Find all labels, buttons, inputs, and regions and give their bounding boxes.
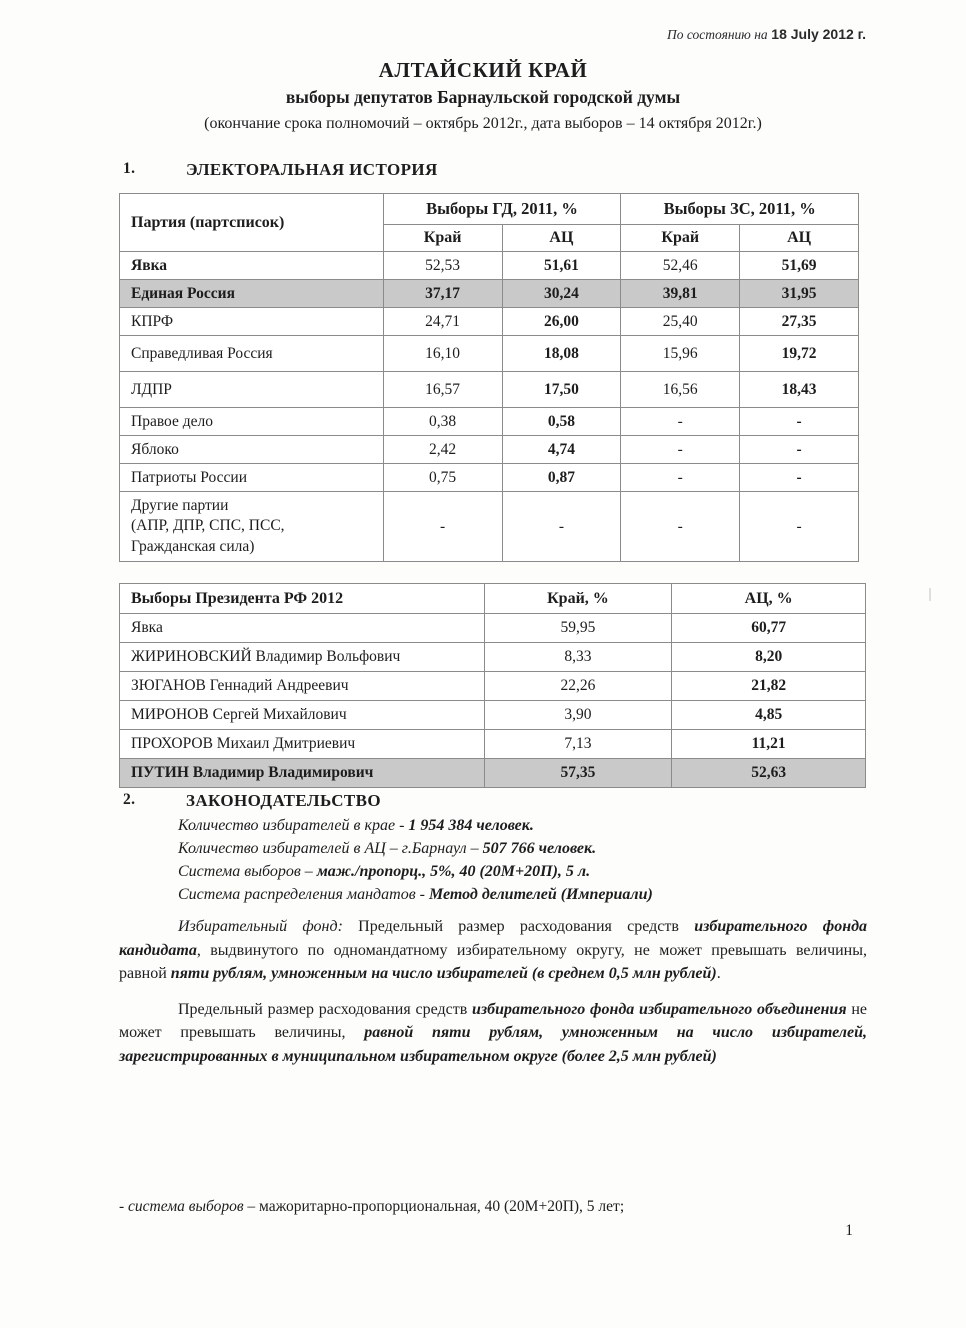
assoc-text-2: не может превышать величины,: [119, 1000, 867, 1042]
cell-ac: 4,85: [672, 701, 866, 730]
column-header-gd-krai: Край: [383, 225, 502, 252]
fund-emph-1: избирательного фонда кандидата: [119, 918, 868, 959]
cell-gd-ac: 4,74: [502, 436, 621, 464]
other-parties-line-1: Другие партии: [131, 497, 229, 514]
assoc-text-1: Предельный размер расходования средств: [178, 1000, 472, 1018]
cell-gd-ac: -: [502, 492, 621, 562]
cell-zs-ac: -: [740, 408, 859, 436]
cell-krai: 22,26: [484, 672, 672, 701]
cell-zs-ac: 18,43: [740, 372, 859, 408]
cell-gd-krai: 0,75: [383, 464, 502, 492]
page-subtitle: выборы депутатов Барнаульской городской думы: [285, 87, 681, 108]
electoral-history-table: [119, 193, 859, 562]
column-header-zs-krai: Край: [621, 225, 740, 252]
scan-artifact: [929, 588, 931, 601]
as-of-label: По состоянию на: [666, 27, 768, 42]
as-of-value: 18 July 2012 г.: [771, 26, 866, 42]
cell-zs-ac: 27,35: [740, 308, 859, 336]
row-label: Единая Россия: [120, 280, 384, 308]
page-title: АЛТАЙСКИЙ КРАЙ: [378, 58, 588, 82]
document-as-of-date: [667, 26, 866, 44]
cell-zs-krai: -: [621, 408, 740, 436]
row-label: ПРОХОРОВ Михаил Дмитриевич: [120, 730, 485, 759]
cell-gd-ac: 17,50: [502, 372, 621, 408]
cell-gd-ac: 18,08: [502, 336, 621, 372]
cell-zs-ac: -: [740, 492, 859, 562]
table-row: [120, 464, 859, 492]
cell-zs-ac: -: [740, 436, 859, 464]
cell-ac: 21,82: [672, 672, 866, 701]
cell-zs-krai: 52,46: [621, 252, 740, 280]
voters-ac-label: Количество избирателей в АЦ – г.Барнаул –: [178, 840, 483, 858]
mandate-method-line: [178, 883, 867, 906]
table-row-other-parties: [120, 492, 859, 562]
cell-ac: 52,63: [672, 759, 866, 788]
footnote-italic-part: - система выборов: [119, 1198, 244, 1215]
table-row: [120, 408, 859, 436]
cell-zs-krai: 15,96: [621, 336, 740, 372]
cell-gd-ac: 51,61: [502, 252, 621, 280]
cell-gd-ac: 26,00: [502, 308, 621, 336]
cell-zs-ac: -: [740, 464, 859, 492]
cell-zs-krai: -: [621, 464, 740, 492]
cell-zs-ac: 19,72: [740, 336, 859, 372]
association-fund-paragraph: [119, 998, 867, 1069]
cell-zs-ac: 31,95: [740, 280, 859, 308]
other-parties-line-2: (АПР, ДПР, СПС, ПСС,: [131, 517, 285, 535]
cell-zs-krai: 39,81: [621, 280, 740, 308]
voters-krai-label: Количество избирателей в крае -: [178, 817, 409, 834]
table-row: [120, 436, 859, 464]
assoc-emph-1: избирательного фонда избирательного объединения: [471, 1000, 847, 1018]
cell-gd-krai: 16,10: [383, 336, 502, 372]
row-label: ЛДПР: [120, 372, 384, 408]
page-number: 1: [845, 1222, 853, 1239]
section-label: ЗАКОНОДАТЕЛЬСТВО: [186, 791, 381, 810]
election-system-value: маж./пропорц., 5%, 40 (20М+20П), 5 л.: [316, 863, 591, 881]
fund-text-3: .: [716, 965, 721, 983]
candidate-fund-paragraph: [119, 915, 867, 986]
column-header-gd-ac: АЦ: [502, 225, 621, 252]
table-row: [120, 372, 859, 408]
document-title-block: [0, 57, 966, 134]
assoc-emph-2: равной пяти рублям, умноженным на число избирателей, зарегистрированных в муниципальном избирательном округе (более 2,5 млн рублей): [119, 1024, 867, 1065]
table-header-row: [120, 194, 859, 225]
column-header-zs-ac: АЦ: [740, 225, 859, 252]
mandate-method-label: Система распределения мандатов -: [178, 886, 429, 904]
table-row-highlighted: [120, 759, 866, 788]
table-row: [120, 336, 859, 372]
cell-gd-krai: 24,71: [383, 308, 502, 336]
row-label: ЖИРИНОВСКИЙ Владимир Вольфович: [120, 643, 485, 672]
legislation-body: [119, 814, 867, 1068]
fund-emph-2: пяти рублям, умноженным на число избирателей (в среднем 0,5 млн рублей): [170, 965, 717, 983]
cell-krai: 59,95: [484, 614, 672, 643]
election-system-line: [178, 860, 867, 883]
column-header-ac: АЦ, %: [672, 584, 866, 614]
table-header-row: [120, 584, 866, 614]
row-label: Патриоты России: [120, 464, 384, 492]
row-label: ЗЮГАНОВ Геннадий Андреевич: [120, 672, 485, 701]
row-label: Явка: [120, 252, 384, 280]
table-row: [120, 672, 866, 701]
row-label: КПРФ: [120, 308, 384, 336]
cell-ac: 11,21: [672, 730, 866, 759]
cell-zs-krai: -: [621, 492, 740, 562]
column-header-election: Выборы Президента РФ 2012: [120, 584, 485, 614]
other-parties-line-3: Гражданская сила): [131, 537, 255, 555]
fund-lead-label: Избирательный фонд:: [178, 918, 343, 936]
row-label: Яблоко: [120, 436, 384, 464]
column-group-zs: Выборы ЗС, 2011, %: [621, 194, 859, 225]
voters-krai-value: 1 954 384 человек.: [408, 817, 534, 834]
row-label: Правое дело: [120, 408, 384, 436]
election-system-label: Система выборов –: [178, 863, 317, 881]
voters-ac-value: 507 766 человек.: [482, 840, 597, 858]
cell-krai: 8,33: [484, 643, 672, 672]
section-number: 2.: [123, 791, 136, 808]
cell-zs-krai: 16,56: [621, 372, 740, 408]
footnote: [119, 1198, 624, 1216]
column-header-party: Партия (партсписок): [120, 194, 384, 252]
cell-gd-ac: 30,24: [502, 280, 621, 308]
page-title-note: (окончание срока полномочий – октябрь 2012г., дата выборов – 14 октября 2012г.): [204, 115, 762, 133]
cell-ac: 60,77: [672, 614, 866, 643]
cell-gd-ac: 0,87: [502, 464, 621, 492]
presidential-election-table: [119, 583, 866, 788]
fund-text-2: , выдвинутого по одномандатному избирательному округу, не может превышать величины, равной: [119, 941, 867, 983]
voters-krai-line: [178, 814, 867, 837]
row-label: ПУТИН Владимир Владимирович: [120, 759, 485, 788]
cell-gd-krai: 37,17: [383, 280, 502, 308]
cell-krai: 7,13: [484, 730, 672, 759]
cell-gd-krai: 16,57: [383, 372, 502, 408]
cell-zs-ac: 51,69: [740, 252, 859, 280]
mandate-method-value: Метод делителей (Империали): [428, 886, 653, 904]
cell-krai: 57,35: [484, 759, 672, 788]
table-row: [120, 643, 866, 672]
cell-gd-krai: -: [383, 492, 502, 562]
section-heading-electoral-history: [123, 160, 438, 180]
section-heading-legislation: [123, 791, 381, 811]
cell-gd-krai: 2,42: [383, 436, 502, 464]
row-label-other-parties: [120, 492, 384, 562]
row-label: Справедливая Россия: [120, 336, 384, 372]
table-row: [120, 252, 859, 280]
cell-gd-krai: 0,38: [383, 408, 502, 436]
voters-ac-line: [178, 837, 867, 860]
footnote-rest-part: – мажоритарно-пропорциональная, 40 (20М+20П), 5 лет;: [243, 1198, 625, 1215]
cell-gd-krai: 52,53: [383, 252, 502, 280]
cell-zs-krai: 25,40: [621, 308, 740, 336]
cell-zs-krai: -: [621, 436, 740, 464]
cell-krai: 3,90: [484, 701, 672, 730]
section-number: 1.: [123, 160, 136, 177]
row-label: МИРОНОВ Сергей Михайлович: [120, 701, 485, 730]
column-group-gd: Выборы ГД, 2011, %: [383, 194, 621, 225]
fund-text-1: Предельный размер расходования средств: [342, 918, 695, 936]
cell-ac: 8,20: [672, 643, 866, 672]
section-label: ЭЛЕКТОРАЛЬНАЯ ИСТОРИЯ: [186, 160, 438, 179]
table-row-highlighted: [120, 280, 859, 308]
table-row: [120, 701, 866, 730]
column-header-krai: Край, %: [484, 584, 672, 614]
table-row: [120, 308, 859, 336]
row-label: Явка: [120, 614, 485, 643]
cell-gd-ac: 0,58: [502, 408, 621, 436]
table-row: [120, 730, 866, 759]
table-row: [120, 614, 866, 643]
